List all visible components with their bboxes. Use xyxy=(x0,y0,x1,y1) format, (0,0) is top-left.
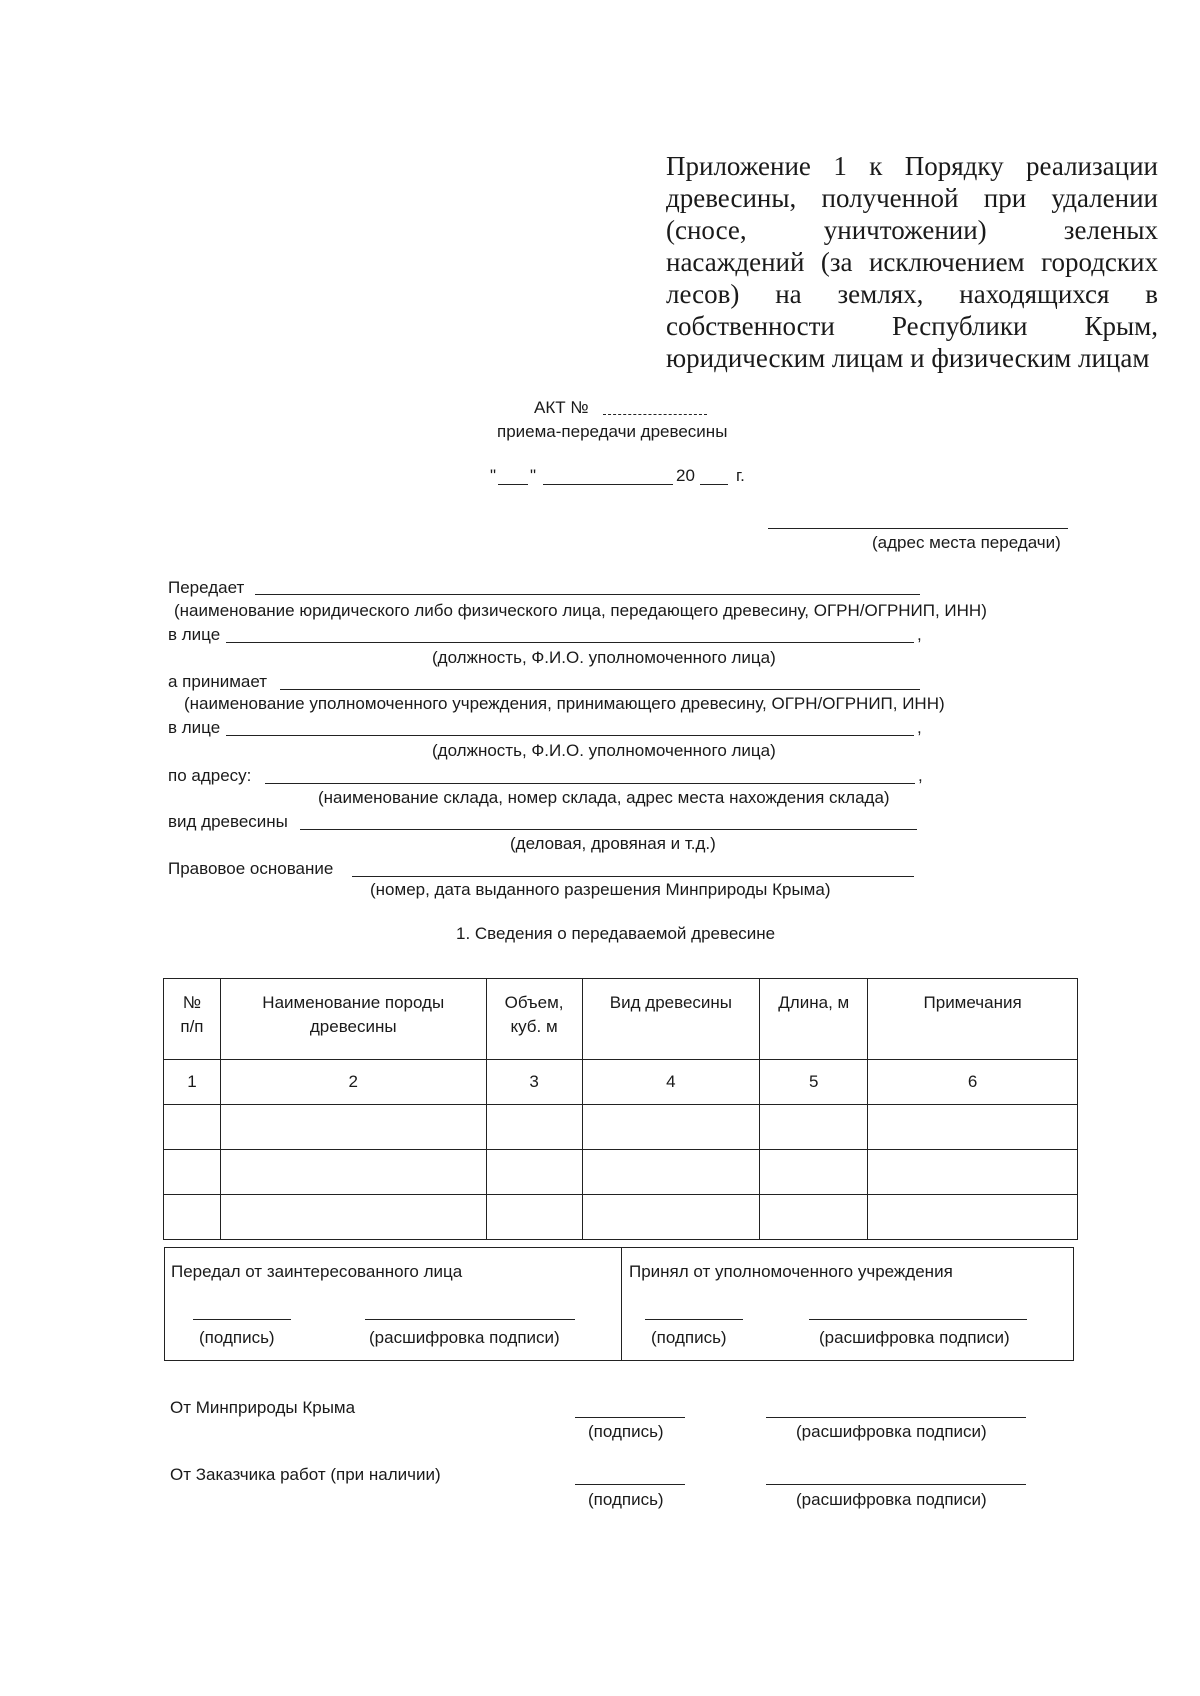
table-cell[interactable] xyxy=(760,1105,868,1150)
transfers-field[interactable] xyxy=(255,594,920,595)
act-subtitle: приема-передачи древесины xyxy=(497,422,728,441)
table-cell[interactable] xyxy=(164,1195,221,1240)
table-cell[interactable] xyxy=(760,1195,868,1240)
legal-basis-label: Правовое основание xyxy=(168,859,334,878)
person1-field[interactable] xyxy=(226,642,914,643)
col-header-volume: Объем, куб. м xyxy=(486,979,582,1060)
left-decryption-caption: (расшифровка подписи) xyxy=(369,1328,560,1347)
table-cell[interactable] xyxy=(164,1105,221,1150)
col-number-3: 3 xyxy=(486,1060,582,1105)
col-number-6: 6 xyxy=(868,1060,1078,1105)
table-cell[interactable] xyxy=(868,1105,1078,1150)
col-number-4: 4 xyxy=(582,1060,760,1105)
ministry-label: От Минприроды Крыма xyxy=(170,1398,356,1417)
table-cell[interactable] xyxy=(582,1105,760,1150)
table-cell[interactable] xyxy=(220,1105,486,1150)
col-number-1: 1 xyxy=(164,1060,221,1105)
legal-basis-caption: (номер, дата выданного разрешения Минприроды Крыма) xyxy=(370,880,831,899)
customer-signature-caption: (подпись) xyxy=(588,1490,664,1509)
left-decryption-field[interactable] xyxy=(365,1319,575,1320)
act-number-field[interactable] xyxy=(603,414,707,415)
transfers-caption: (наименование юридического либо физического лица, передающего древесину, ОГРН/ОГРНИП, ИНН) xyxy=(174,601,987,620)
person2-comma: , xyxy=(917,718,922,737)
ministry-signature-caption: (подпись) xyxy=(588,1422,664,1441)
wood-type-caption: (деловая, дровяная и т.д.) xyxy=(510,834,716,853)
person2-field[interactable] xyxy=(226,735,914,736)
accepts-field[interactable] xyxy=(280,689,920,690)
right-decryption-field[interactable] xyxy=(809,1319,1027,1320)
left-signature-field[interactable] xyxy=(193,1319,291,1320)
signature-box-divider xyxy=(621,1248,622,1360)
person1-caption: (должность, Ф.И.О. уполномоченного лица) xyxy=(432,648,776,667)
table-cell[interactable] xyxy=(486,1150,582,1195)
right-signature-caption: (подпись) xyxy=(651,1328,727,1347)
left-signature-title: Передал от заинтересованного лица xyxy=(171,1262,463,1281)
col-header-notes: Примечания xyxy=(868,979,1078,1060)
date-suffix: г. xyxy=(736,466,745,485)
person1-comma: , xyxy=(917,625,922,644)
table-cell[interactable] xyxy=(868,1195,1078,1240)
table-cell[interactable] xyxy=(582,1150,760,1195)
address-caption: (наименование склада, номер склада, адрес места нахождения склада) xyxy=(318,788,890,807)
appendix-text: Приложение 1 к Порядку реализации древесины, полученной при удалении (сносе, уничтожении) зеленых насаждений (за исключением городских лесов) на землях, находящихся в собственности Республики Крым, юридическим лицам и физическим лицам xyxy=(666,151,1158,373)
transfer-address-caption: (адрес места передачи) xyxy=(872,533,1061,552)
table-cell[interactable] xyxy=(220,1195,486,1240)
table-header-row xyxy=(164,979,1078,1060)
section-title: 1. Сведения о передаваемой древесине xyxy=(456,924,776,943)
wood-table xyxy=(163,978,1078,1240)
signature-box xyxy=(164,1247,1074,1361)
col-header-species: Наименование породы древесины xyxy=(220,979,486,1060)
col-number-2: 2 xyxy=(220,1060,486,1105)
person2-caption: (должность, Ф.И.О. уполномоченного лица) xyxy=(432,741,776,760)
accepts-label: а принимает xyxy=(168,672,268,691)
transfers-label: Передает xyxy=(168,578,245,597)
table-row xyxy=(164,1195,1078,1240)
wood-type-field[interactable] xyxy=(300,829,917,830)
wood-type-label: вид древесины xyxy=(168,812,288,831)
table-cell[interactable] xyxy=(582,1195,760,1240)
date-month-field[interactable] xyxy=(543,484,673,485)
address-label: по адресу: xyxy=(168,766,252,785)
right-signature-field[interactable] xyxy=(645,1319,743,1320)
transfer-address-field[interactable] xyxy=(768,528,1068,529)
col-number-5: 5 xyxy=(760,1060,868,1105)
date-day-field[interactable] xyxy=(498,484,528,485)
customer-decryption-field[interactable] xyxy=(766,1484,1026,1485)
right-decryption-caption: (расшифровка подписи) xyxy=(819,1328,1010,1347)
left-signature-caption: (подпись) xyxy=(199,1328,275,1347)
date-open-quote: " xyxy=(490,466,497,485)
person2-label: в лице xyxy=(168,718,221,737)
act-title: АКТ № xyxy=(534,398,589,417)
col-header-length: Длина, м xyxy=(760,979,868,1060)
table-row xyxy=(164,1150,1078,1195)
address-field[interactable] xyxy=(265,783,915,784)
person1-label: в лице xyxy=(168,625,221,644)
date-close-quote: " xyxy=(530,466,537,485)
accepts-caption: (наименование уполномоченного учреждения, принимающего древесину, ОГРН/ОГРНИП, ИНН) xyxy=(184,694,945,713)
address-comma: , xyxy=(918,766,923,785)
table-cell[interactable] xyxy=(760,1150,868,1195)
table-cell[interactable] xyxy=(868,1150,1078,1195)
right-signature-title: Принял от уполномоченного учреждения xyxy=(629,1262,953,1281)
table-cell[interactable] xyxy=(486,1105,582,1150)
date-year-prefix: 20 xyxy=(676,466,695,485)
table-number-row xyxy=(164,1060,1078,1105)
table-cell[interactable] xyxy=(220,1150,486,1195)
customer-label: От Заказчика работ (при наличии) xyxy=(170,1465,441,1484)
table-row xyxy=(164,1105,1078,1150)
customer-signature-field[interactable] xyxy=(575,1484,685,1485)
table-cell[interactable] xyxy=(164,1150,221,1195)
date-year-field[interactable] xyxy=(700,484,728,485)
table-cell[interactable] xyxy=(486,1195,582,1240)
legal-basis-field[interactable] xyxy=(352,876,914,877)
col-header-wood-type: Вид древесины xyxy=(582,979,760,1060)
customer-decryption-caption: (расшифровка подписи) xyxy=(796,1490,987,1509)
col-header-number: № п/п xyxy=(164,979,221,1060)
ministry-decryption-field[interactable] xyxy=(766,1417,1026,1418)
ministry-signature-field[interactable] xyxy=(575,1417,685,1418)
ministry-decryption-caption: (расшифровка подписи) xyxy=(796,1422,987,1441)
